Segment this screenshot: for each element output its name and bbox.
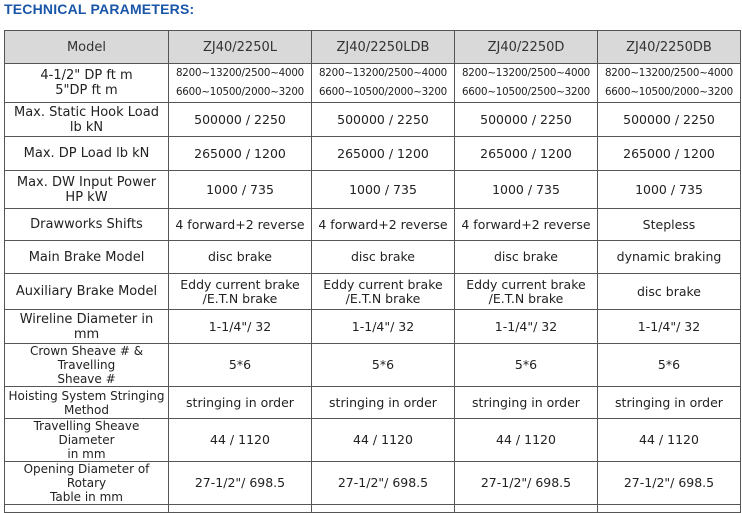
- header-row: [5, 31, 741, 64]
- cell-line-2: 6600~10500/2000~3200: [175, 86, 305, 98]
- table-row: [5, 310, 741, 344]
- table-cell: [598, 209, 741, 241]
- row-label-line-1: Opening Diameter of Rotary: [23, 462, 150, 490]
- row-label-line-2: Method: [63, 402, 109, 417]
- row-label-line-2: Sheave #: [57, 372, 116, 386]
- table-cell: [598, 310, 741, 344]
- cell-value: 1000 / 735: [206, 181, 274, 197]
- row-label: [5, 209, 169, 241]
- cell-line-1: 8200~13200/2500~4000: [175, 67, 305, 79]
- row-label-line-1: Travelling Sheave Diameter: [33, 419, 140, 447]
- table-cell: [598, 64, 741, 103]
- cell-value: 1-1/4"/ 32: [637, 318, 701, 334]
- table-cell: [455, 344, 598, 387]
- cell-value: 5*6: [657, 357, 681, 372]
- row-label-line-1: Auxiliary Brake Model: [15, 284, 158, 299]
- cell-value: disc brake: [494, 249, 558, 264]
- table-cell: [598, 387, 741, 419]
- row-label: [5, 137, 169, 171]
- row-label-line-2: Table in mm: [50, 490, 123, 504]
- table-cell: [169, 419, 312, 462]
- column-header-model-1: ZJ40/2250L: [169, 31, 312, 64]
- table-cell: [169, 344, 312, 387]
- cell-value: dynamic braking: [616, 249, 722, 264]
- cell-value: 1000 / 735: [349, 181, 417, 197]
- table-cell: [312, 344, 455, 387]
- row-label-line-1: Crown Sheave # & Travelling: [29, 344, 144, 372]
- cell-value: disc brake: [351, 249, 415, 264]
- table-cell: [598, 344, 741, 387]
- cell-line-2: 6600~10500/2000~3200: [318, 86, 448, 98]
- row-label-line-2: lb kN: [69, 119, 104, 135]
- cell-value: 44 / 1120: [210, 432, 270, 447]
- cell-value: 44 / 1120: [496, 432, 556, 447]
- cell-value: 44 / 1120: [639, 432, 699, 447]
- row-label-line-2: in mm: [67, 447, 106, 461]
- table-cell: [312, 462, 455, 505]
- column-header-model: Model: [5, 31, 169, 64]
- cell-value: 500000 / 2250: [337, 111, 429, 127]
- row-label-line-1: Hoisting System Stringing: [8, 388, 165, 403]
- table-row-partial: [5, 505, 741, 513]
- cell-value: Eddy current brake /E.T.N brake: [466, 276, 586, 306]
- table-cell: [455, 241, 598, 274]
- table-cell: [312, 387, 455, 419]
- table-row: [5, 171, 741, 209]
- table-cell: [312, 274, 455, 310]
- cell-value: 265000 / 1200: [480, 145, 572, 161]
- table-cell-empty: [5, 505, 169, 513]
- row-label-line-2: 5"DP ft m: [55, 83, 118, 98]
- cell-value: 4 forward+2 reverse: [318, 216, 448, 232]
- row-label-line-1: Max. DW Input Power: [16, 174, 157, 190]
- row-label: [5, 241, 169, 274]
- row-label: [5, 310, 169, 344]
- table-row: [5, 419, 741, 462]
- row-label: [5, 64, 169, 103]
- cell-value: stringing in order: [615, 394, 723, 410]
- cell-value: 265000 / 1200: [194, 145, 286, 161]
- table-cell: [598, 419, 741, 462]
- cell-value: 5*6: [371, 357, 395, 372]
- cell-value: 27-1/2"/ 698.5: [480, 475, 572, 490]
- table-cell: [455, 419, 598, 462]
- table-cell: [312, 171, 455, 209]
- row-label: [5, 274, 169, 310]
- row-label-line-1: Wireline Diameter in mm: [19, 311, 154, 342]
- parameters-table: [4, 30, 741, 513]
- cell-line-2: 6600~10500/2000~3200: [604, 86, 734, 98]
- row-label: [5, 171, 169, 209]
- row-label: [5, 344, 169, 387]
- cell-value: 265000 / 1200: [337, 145, 429, 161]
- table-cell: [455, 137, 598, 171]
- table-row: [5, 344, 741, 387]
- table-cell: [455, 387, 598, 419]
- table-row: [5, 209, 741, 241]
- cell-value: 27-1/2"/ 698.5: [337, 475, 429, 490]
- table-cell-empty: [598, 505, 741, 513]
- cell-value: stringing in order: [472, 394, 580, 410]
- table-row: [5, 137, 741, 171]
- cell-value: 500000 / 2250: [194, 111, 286, 127]
- cell-line-1: 8200~13200/2500~4000: [318, 67, 448, 79]
- table-cell: [169, 209, 312, 241]
- column-header-model-2: ZJ40/2250LDB: [312, 31, 455, 64]
- row-label-line-2: HP kW: [65, 189, 108, 205]
- table-row: [5, 274, 741, 310]
- row-label: [5, 462, 169, 505]
- table-cell: [598, 462, 741, 505]
- cell-value: disc brake: [208, 249, 272, 264]
- table-row: [5, 241, 741, 274]
- table-cell-empty: [455, 505, 598, 513]
- cell-value: Stepless: [642, 216, 696, 232]
- table-cell-empty: [169, 505, 312, 513]
- table-cell: [455, 209, 598, 241]
- cell-value: 500000 / 2250: [480, 111, 572, 127]
- cell-value: stringing in order: [186, 394, 294, 410]
- row-label-line-1: 4-1/2" DP ft m: [40, 68, 133, 83]
- table-cell: [312, 137, 455, 171]
- table-cell: [169, 310, 312, 344]
- table-cell: [598, 103, 741, 137]
- cell-value: Eddy current brake /E.T.N brake: [180, 276, 300, 306]
- table-cell: [169, 274, 312, 310]
- cell-value: 44 / 1120: [353, 432, 413, 447]
- cell-line-1: 8200~13200/2500~4000: [461, 67, 591, 79]
- table-cell: [169, 171, 312, 209]
- row-label-line-1: Drawworks Shifts: [30, 217, 143, 232]
- table-cell: [169, 387, 312, 419]
- cell-value: 500000 / 2250: [623, 111, 715, 127]
- section-title: TECHNICAL PARAMETERS:: [4, 1, 195, 17]
- cell-value: 4 forward+2 reverse: [175, 216, 305, 232]
- cell-value: 27-1/2"/ 698.5: [194, 475, 286, 490]
- cell-value: 4 forward+2 reverse: [461, 216, 591, 232]
- table-cell: [312, 310, 455, 344]
- table-cell: [455, 103, 598, 137]
- table-row: [5, 103, 741, 137]
- cell-value: 27-1/2"/ 698.5: [623, 475, 715, 490]
- table-cell: [455, 310, 598, 344]
- table-cell: [169, 137, 312, 171]
- cell-value: Eddy current brake /E.T.N brake: [323, 276, 443, 306]
- table-cell: [312, 209, 455, 241]
- row-label-line-1: Max. Static Hook Load: [14, 104, 159, 120]
- cell-value: 265000 / 1200: [623, 145, 715, 161]
- table-row: [5, 387, 741, 419]
- table-cell: [169, 462, 312, 505]
- cell-line-1: 8200~13200/2500~4000: [604, 67, 734, 79]
- table-cell: [169, 64, 312, 103]
- cell-line-2: 6600~10500/2500~3200: [461, 86, 591, 98]
- table-row: [5, 64, 741, 103]
- table-cell-empty: [312, 505, 455, 513]
- row-label: [5, 103, 169, 137]
- cell-value: 1-1/4"/ 32: [208, 318, 272, 334]
- table-cell: [455, 171, 598, 209]
- table-cell: [169, 241, 312, 274]
- cell-value: 1000 / 735: [492, 181, 560, 197]
- table-cell: [312, 419, 455, 462]
- cell-value: 5*6: [228, 357, 252, 372]
- table-cell: [312, 103, 455, 137]
- cell-value: 1-1/4"/ 32: [351, 318, 415, 334]
- table-cell: [455, 462, 598, 505]
- cell-value: disc brake: [637, 283, 701, 299]
- table-cell: [598, 274, 741, 310]
- table-cell: [312, 64, 455, 103]
- table-cell: [598, 241, 741, 274]
- table-cell: [598, 171, 741, 209]
- table-cell: [455, 274, 598, 310]
- table-row: [5, 462, 741, 505]
- row-label: [5, 419, 169, 462]
- cell-value: 5*6: [514, 357, 538, 372]
- cell-value: 1-1/4"/ 32: [494, 318, 558, 334]
- table-cell: [169, 103, 312, 137]
- table-cell: [312, 241, 455, 274]
- cell-value: 1000 / 735: [635, 181, 703, 197]
- column-header-model-3: ZJ40/2250D: [455, 31, 598, 64]
- table-cell: [455, 64, 598, 103]
- row-label-line-1: Main Brake Model: [28, 249, 145, 265]
- table-cell: [598, 137, 741, 171]
- row-label-line-1: Max. DP Load lb kN: [23, 146, 150, 161]
- cell-value: stringing in order: [329, 394, 437, 410]
- row-label: [5, 387, 169, 419]
- column-header-model-4: ZJ40/2250DB: [598, 31, 741, 64]
